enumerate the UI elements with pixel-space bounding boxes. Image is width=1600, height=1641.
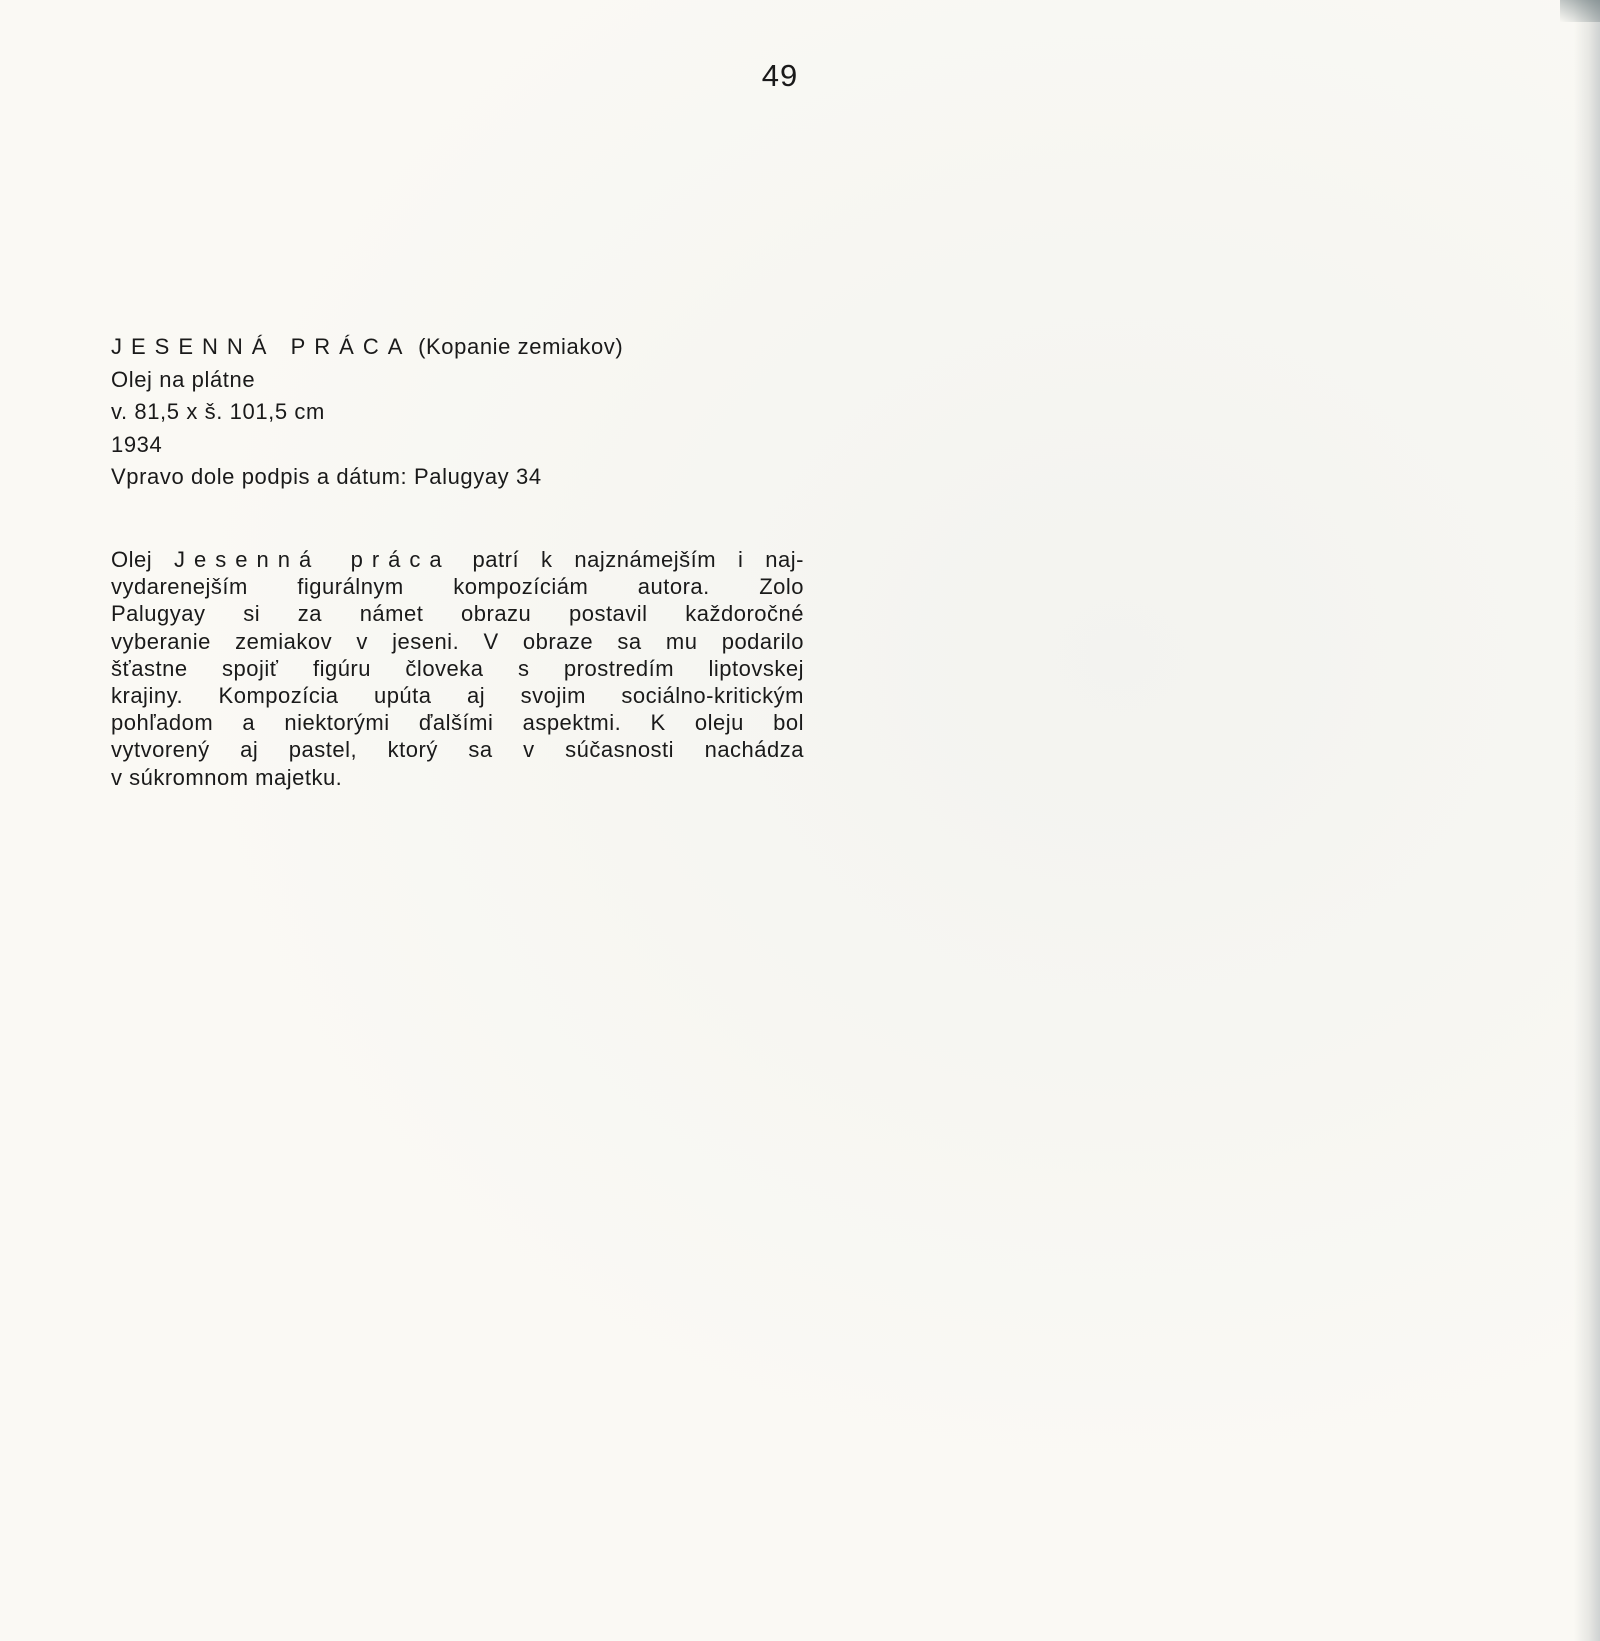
artwork-dimensions: v. 81,5 x š. 101,5 cm — [111, 399, 325, 424]
artwork-medium: Olej na plátne — [111, 366, 256, 392]
artwork-title-line — [111, 331, 811, 364]
description-emphasis: Jesenná práca — [174, 547, 451, 572]
page-edge-shadow — [1574, 0, 1600, 1641]
description-line — [111, 546, 804, 573]
description-text: patrí k najznámejším i naj- — [450, 547, 804, 572]
artwork-description — [111, 546, 804, 791]
artwork-subtitle: (Kopanie zemiakov) — [418, 334, 624, 359]
description-line: v súkromnom majetku. — [111, 764, 343, 790]
page-number: 49 — [761, 58, 799, 93]
artwork-signature: Vpravo dole podpis a dátum: Palugyay 34 — [111, 464, 542, 489]
description-line: šťastne spojiť figúru človeka s prostredím liptovskej — [111, 655, 804, 681]
artwork-year: 1934 — [111, 431, 163, 457]
artwork-title: JESENNÁ PRÁCA — [111, 334, 412, 359]
description-line: pohľadom a niektorými ďalšími aspektmi. K oleju bol — [111, 710, 804, 736]
corner-shadow — [1560, 0, 1600, 22]
description-text: Olej — [111, 547, 175, 572]
description-line: vytvorený aj pastel, ktorý sa v súčasnosti nachádza — [111, 737, 804, 763]
artwork-caption — [111, 331, 811, 494]
description-line: Palugyay si za námet obrazu postavil každoročné — [111, 601, 804, 627]
description-line: vydarenejším figurálnym kompozíciám autora. Zolo — [111, 574, 804, 600]
description-line: krajiny. Kompozícia upúta aj svojim sociálno-kritickým — [111, 683, 804, 709]
description-line: vyberanie zemiakov v jeseni. V obraze sa mu podarilo — [111, 628, 804, 654]
